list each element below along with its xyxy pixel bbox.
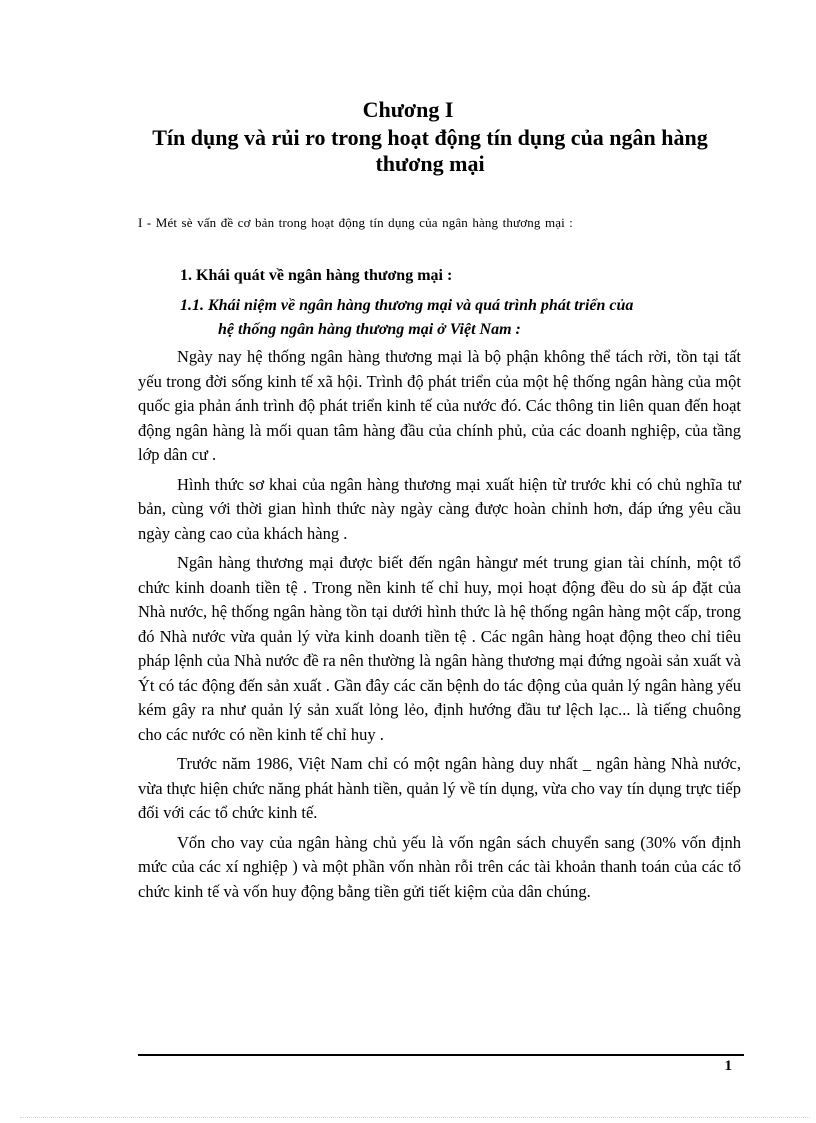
subsubsection-heading-line2: hệ thống ngân hàng thương mại ở Việt Nam :: [218, 321, 521, 338]
section-heading: I - Mét sè vấn đề cơ bản trong hoạt động tín dụng của ngân hàng thương mại :: [138, 215, 574, 230]
page-number: 1: [724, 1058, 732, 1074]
footer-divider: [138, 1054, 744, 1056]
paragraph-2: Hình thức sơ khai của ngân hàng thương mại xuất hiện từ trước khi có chủ nghĩa tư bản, cùng với thời gian hình thức này ngày càng được hoàn chỉnh hơn, đáp ứng yêu cầu ngày càng cao của khách hàng .: [138, 474, 741, 543]
paragraph-3: Ngân hàng thương mại được biết đến ngân hàngư mét trung gian tài chính, một tổ chức kinh doanh tiền tệ . Trong nền kinh tế chỉ huy, mọi hoạt động đều do sù áp đặt của Nhà nước, hệ thống ngân hàng tồn tại dưới hình thức là hệ thống ngân hàng một cấp, trong đó Nhà nước vừa quản lý vừa kinh doanh tiền tệ . Các ngân hàng hoạt động theo chỉ tiêu pháp lệnh của Nhà nước đề ra nên thường là ngân hàng thương mại đứng ngoài sản xuất và Ýt có tác động đến sản xuất . Gần đây các căn bệnh do tác động của quản lý ngân hàng yếu kém gây ra như quản lý sản xuất lỏng lẻo, định hướng đầu tư lệch lạc... là tiếng chuông cho các nước có nền kinh tế chỉ huy .: [138, 553, 741, 744]
paragraph-4: Trước năm 1986, Việt Nam chỉ có một ngân hàng duy nhất _ ngân hàng Nhà nước, vừa thực hiện chức năng phát hành tiền, quản lý về tín dụng, vừa cho vay tín dụng trực tiếp đối với các tổ chức kinh tế.: [138, 754, 741, 822]
page-edge-divider: [20, 1117, 810, 1118]
subsection-heading: 1. Khái quát về ngân hàng thương mại :: [180, 267, 453, 284]
paragraph-5: Vốn cho vay của ngân hàng chủ yếu là vốn ngân sách chuyển sang (30% vốn định mức của các xí nghiệp ) và một phần vốn nhàn rỗi trên các tài khoản thanh toán của các tổ chức kinh tế và vốn huy động bằng tiền gửi tiết kiệm của dân chúng.: [138, 832, 741, 901]
subsubsection-heading: [180, 294, 740, 342]
chapter-title: Tín dụng và rủi ro trong hoạt động tín dụng của ngân hàng thương mại: [152, 125, 708, 176]
subsubsection-heading-line1: 1.1. Khái niệm về ngân hàng thương mại và quá trình phát triển của: [180, 297, 634, 314]
paragraph-1: Ngày nay hệ thống ngân hàng thương mại là bộ phận không thể tách rời, tồn tại tất yếu trong đời sống kinh tế xã hội. Trình độ phát triển của một hệ thống ngân hàng của một quốc gia phản ánh trình độ phát triển kinh tế của nước đó. Các thông tin liên quan đến hoạt động ngân hàng là mối quan tâm hàng đầu của chính phủ, của các doanh nghiệp, của tầng lớp dân cư .: [138, 347, 741, 464]
chapter-label: Chương I: [362, 97, 454, 122]
body-text: [138, 345, 741, 909]
